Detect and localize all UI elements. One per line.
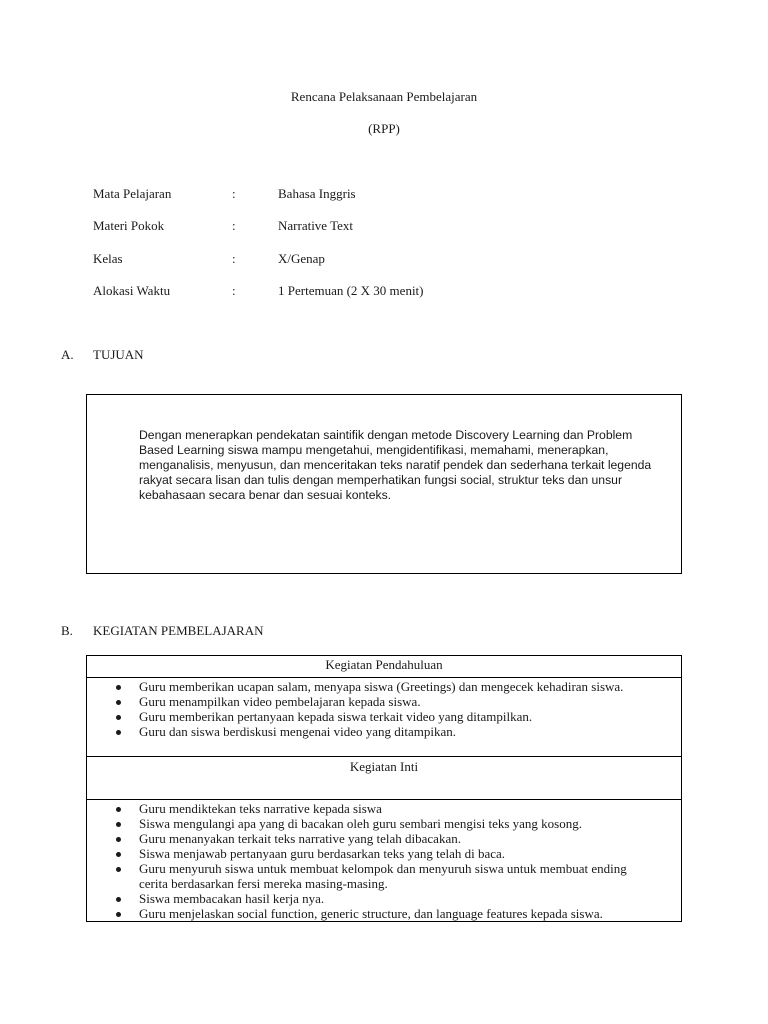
bullet-icon [116,700,121,705]
info-label-mata-pelajaran: Mata Pelajaran [93,186,172,201]
tujuan-line: kebahasaan secara benar dan sesuai konteks. [139,488,392,502]
info-value-mata-pelajaran: Bahasa Inggris [278,186,356,201]
list-item: Guru menanyakan terkait teks narrative yang telah dibacakan. [87,831,681,846]
info-separator: : [232,218,236,233]
section-a-letter: A. [61,347,74,362]
info-value-kelas: X/Genap [278,251,325,266]
bullet-icon [116,912,121,917]
list-item: Guru dan siswa berdiskusi mengenai video yang ditampikan. [87,724,681,739]
kegiatan-table [86,655,682,922]
pendahuluan-cell [87,678,682,757]
info-value-materi-pokok: Narrative Text [278,218,354,233]
pendahuluan-header: Kegiatan Pendahuluan [87,656,682,678]
document-title: Rencana Pelaksanaan Pembelajaran [290,89,478,104]
tujuan-line: Dengan menerapkan pendekatan saintifik dengan metode Discovery Learning dan Problem [139,428,633,442]
bullet-icon [116,685,121,690]
list-item: Guru memberikan pertanyaan kepada siswa terkait video yang ditampilkan. [87,709,681,724]
list-item-continuation: cerita berdasarkan fersi mereka masing-masing. [139,876,388,891]
bullet-icon [116,897,121,902]
tujuan-line: rakyat secara lisan dan tulis dengan memperhatikan fungsi social, struktur teks dan unsur [139,473,623,487]
inti-cell [87,800,682,922]
section-b-letter: B. [61,623,73,638]
info-label-kelas: Kelas [93,251,123,266]
bullet-icon [116,867,121,872]
info-separator: : [232,283,236,298]
bullet-icon [116,822,121,827]
inti-header: Kegiatan Inti [87,757,682,800]
tujuan-paragraph [139,428,679,503]
list-item: Guru menampilkan video pembelajaran kepada siswa. [87,694,681,709]
bullet-icon [116,837,121,842]
list-item: Siswa membacakan hasil kerja nya. [87,891,681,906]
section-a-heading: TUJUAN [93,347,144,362]
bullet-icon [116,852,121,857]
info-label-materi-pokok: Materi Pokok [93,218,165,233]
info-separator: : [232,251,236,266]
inti-list [87,801,681,921]
section-b-heading: KEGIATAN PEMBELAJARAN [93,623,264,638]
pendahuluan-list [87,679,681,739]
list-item: Guru memberikan ucapan salam, menyapa siswa (Greetings) dan mengecek kehadiran siswa. [87,679,681,694]
document-subtitle: (RPP) [368,121,400,136]
bullet-icon [116,715,121,720]
bullet-icon [116,807,121,812]
tujuan-line: menganalisis, menyusun, dan menceritakan teks naratif pendek dan sederhana terkait legenda [139,458,652,472]
info-label-alokasi-waktu: Alokasi Waktu [93,283,171,298]
tujuan-line: Based Learning siswa mampu mengetahui, mengidentifikasi, memahami, menerapkan, [139,443,609,457]
list-item: Guru menjelaskan social function, generic structure, dan language features kepada siswa. [87,906,681,921]
bullet-icon [116,730,121,735]
info-value-alokasi-waktu: 1 Pertemuan (2 X 30 menit) [278,283,424,298]
list-item: Siswa mengulangi apa yang di bacakan oleh guru sembari mengisi teks yang kosong. [87,816,681,831]
info-separator: : [232,186,236,201]
list-item: Guru menyuruh siswa untuk membuat kelompok dan menyuruh siswa untuk membuat ending [87,861,681,876]
list-item: Guru mendiktekan teks narrative kepada siswa [87,801,681,816]
list-item: Siswa menjawab pertanyaan guru berdasarkan teks yang telah di baca. [87,846,681,861]
